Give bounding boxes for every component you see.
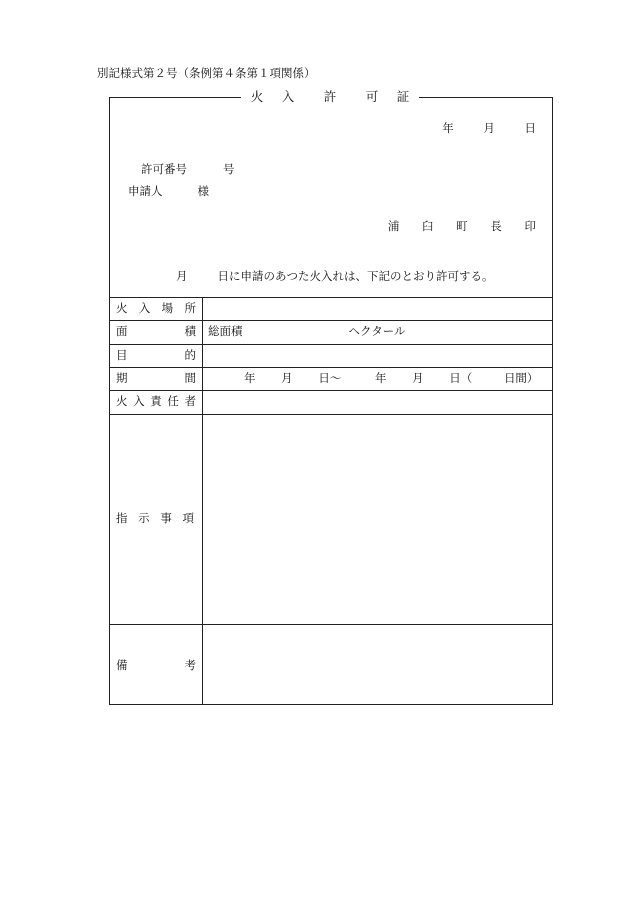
- applicant: [128, 186, 209, 198]
- period-end-month: 月: [412, 371, 424, 385]
- date-year: 年: [442, 121, 454, 135]
- mayor-signature: [388, 221, 536, 233]
- row-label-period: 期 間: [116, 371, 196, 385]
- date-month: 月: [483, 121, 495, 135]
- row-label-place: 火 入 場 所: [116, 301, 196, 315]
- period-days: 日間）: [503, 371, 539, 385]
- title-char: 許: [323, 89, 337, 104]
- statement-text: 日に申請のあつた火入れは、下記のとおり許可する。: [217, 269, 494, 283]
- title-char: 火: [250, 89, 264, 104]
- date-day: 日: [524, 121, 536, 135]
- period-start-year: 年: [244, 371, 256, 385]
- row-divider: [109, 344, 553, 345]
- mayor-seal: 印: [524, 219, 536, 233]
- permit-number: [141, 164, 235, 176]
- permit-number-suffix: 号: [223, 162, 235, 176]
- mayor-char: 浦: [387, 219, 400, 233]
- column-divider: [202, 297, 203, 705]
- table-top-line: [109, 297, 553, 298]
- row-label-instructions: 指 示 事 項: [116, 511, 194, 525]
- applicant-suffix: 様: [197, 184, 209, 198]
- row-label-remarks: 備 考: [116, 658, 196, 672]
- area-unit: ヘクタール: [348, 324, 406, 338]
- area-value: [208, 326, 406, 338]
- statement-month: 月: [176, 269, 188, 283]
- period-end-year: 年: [374, 371, 387, 385]
- form-title: [241, 90, 419, 104]
- area-total-label: 総面積: [208, 324, 243, 338]
- row-label-area: 面 積: [116, 324, 196, 338]
- period-end-day: 日（: [449, 371, 473, 385]
- permit-number-label: 許可番号: [141, 162, 187, 176]
- row-divider: [109, 320, 553, 321]
- period-start-day: 日～: [318, 371, 342, 385]
- row-divider: [109, 367, 553, 368]
- title-char: 入: [281, 89, 295, 104]
- permit-statement: [176, 271, 494, 283]
- row-divider: [109, 390, 553, 391]
- period-start-month: 月: [281, 371, 293, 385]
- row-divider: [109, 624, 553, 625]
- mayor-char: 町: [456, 219, 468, 233]
- row-label-manager: 火 入 責 任 者: [116, 394, 196, 408]
- title-char: 証: [396, 89, 410, 104]
- period-value: [244, 373, 538, 385]
- title-char: 可: [365, 89, 379, 104]
- form-label: 別記様式第２号（条例第４条第１項関係）: [97, 66, 316, 80]
- mayor-char: 臼: [422, 219, 434, 233]
- issue-date: [442, 123, 536, 135]
- mayor-char: 長: [490, 219, 502, 233]
- applicant-label: 申請人: [128, 184, 163, 198]
- row-divider: [109, 414, 553, 415]
- row-label-purpose: 目 的: [116, 348, 196, 362]
